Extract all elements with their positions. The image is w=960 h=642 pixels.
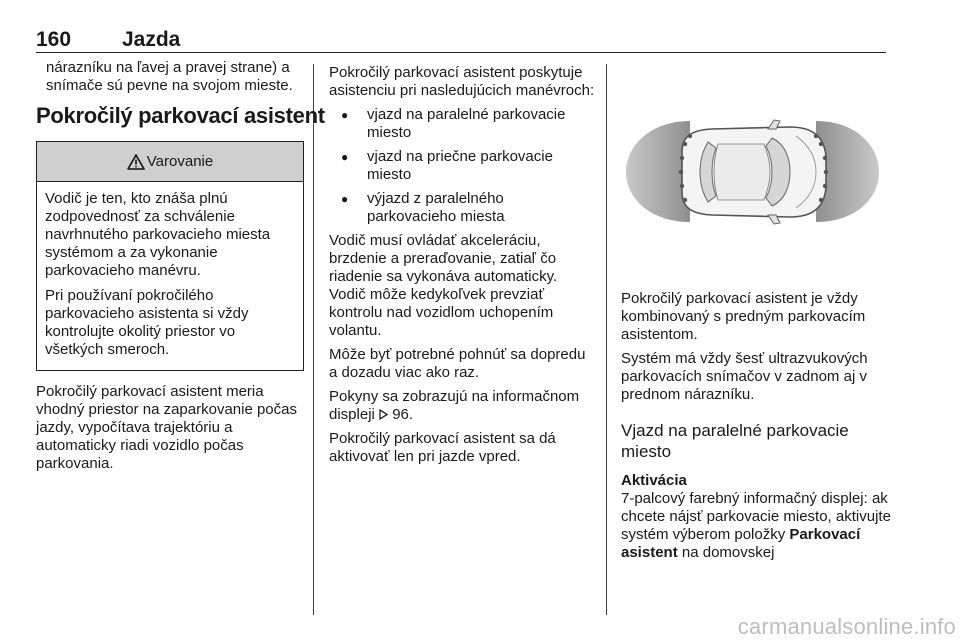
warning-paragraph: Vodič je ten, kto znáša plnú zodpovednosť za schválenie navrhnutého parkovacieho miesta systémom a za vykonanie parkovacieho manévru.	[45, 190, 271, 279]
warning-body	[37, 182, 303, 370]
subsection-heading: Vjazd na paralelné parkovacie miesto	[621, 421, 849, 461]
warning-paragraph: Pri používaní pokročilého parkovacieho asistenta si vždy kontrolujte okolitý priestor vo všetkých smeroch.	[45, 287, 249, 358]
column-right	[621, 290, 891, 568]
section-heading: Pokročilý parkovací asistent	[36, 103, 325, 128]
intro-text: Pokročilý parkovací asistent poskytuje asistenciu pri nasledujúcich manévroch:	[329, 64, 595, 99]
minor-heading: Aktivácia	[621, 472, 687, 489]
warning-triangle-icon	[127, 154, 145, 170]
maneuver-list	[329, 106, 597, 226]
page-header	[36, 0, 886, 53]
body-paragraph: Vodič musí ovládať akceleráciu, brzdenie a preraďovanie, zatiaľ čo riadenie sa vykonáva automaticky. Vodič môže kedykoľvek prevziať kontrolu nad vozidlom uchopením volantu.	[329, 232, 558, 339]
list-item: ● výjazd z paralelného parkovacieho miesta	[329, 190, 597, 226]
warning-box	[36, 141, 304, 371]
page-reference-link[interactable]: 96	[392, 406, 409, 423]
list-item: ● vjazd na paralelné parkovacie miesto	[329, 106, 597, 142]
watermark: carmanualsonline.info	[737, 614, 956, 639]
body-paragraph: Pokročilý parkovací asistent meria vhodný priestor na zaparkovanie počas jazdy, vypočítava trajektóriu a automaticky riadi vozidlo počas parkovania.	[36, 383, 297, 472]
warning-title: Varovanie	[146, 152, 214, 170]
column-divider	[606, 64, 607, 615]
body-text: Pokyny sa zobrazujú na informačnom displeji	[329, 388, 580, 423]
warning-header	[37, 142, 303, 182]
page-reference-icon	[379, 409, 388, 420]
car-parking-sensor-illustration	[620, 66, 884, 274]
body-paragraph: Pokyny sa zobrazujú na informačnom displeji 96.	[329, 388, 580, 423]
body-paragraph: Môže byť potrebné pohnúť sa dopredu a dozadu viac ako raz.	[329, 346, 586, 381]
menu-item-reference: Parkovací asistent	[621, 526, 861, 561]
car-top-view-icon	[620, 66, 884, 274]
column-middle	[329, 64, 597, 472]
column-divider	[313, 64, 314, 615]
column-left	[36, 59, 325, 479]
body-paragraph: Systém má vždy šesť ultrazvukových parkovacích snímačov v zadnom aj v prednom nárazníku.	[621, 350, 868, 403]
list-item: ● vjazd na priečne parkovacie miesto	[329, 148, 597, 184]
intro-text: nárazníku na ľavej a pravej strane) a snímače sú pevne na svojom mieste.	[46, 59, 293, 94]
body-paragraph: 7-palcový farebný informačný displej: ak chcete nájsť parkovacie miesto, aktivujte systém výberom položky Parkovací asistent na domovskej	[621, 490, 891, 561]
body-paragraph: Pokročilý parkovací asistent je vždy kombinovaný s predným parkovacím asistentom.	[621, 290, 866, 343]
body-paragraph: Pokročilý parkovací asistent sa dá aktivovať len pri jazde vpred.	[329, 430, 556, 465]
section-title: Jazda	[122, 28, 181, 51]
page-number: 160	[36, 28, 72, 51]
